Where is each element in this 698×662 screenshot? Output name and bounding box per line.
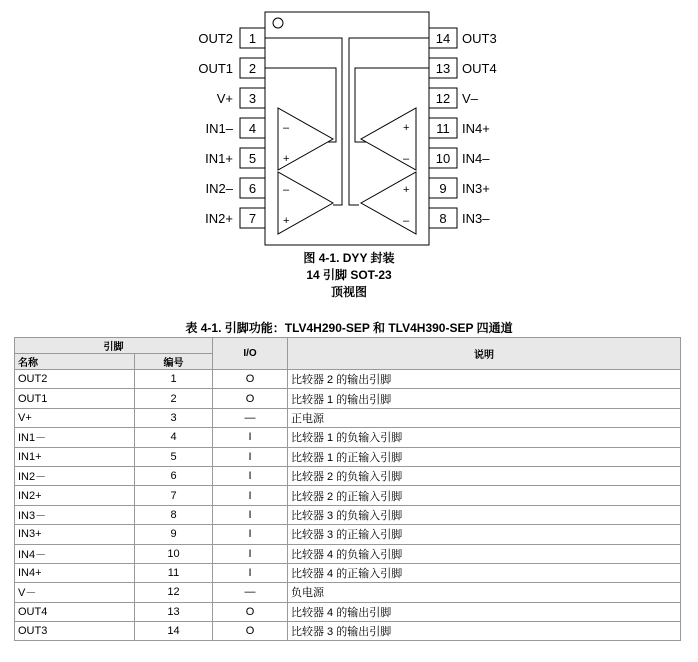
table-row [15, 466, 681, 485]
pin-io-cell: — [213, 583, 288, 602]
figure-caption-line2: 14 引脚 SOT-23 [306, 268, 392, 282]
figure-caption-line1: 图 4-1. DYY 封装 [303, 251, 395, 265]
pin-number-cell: 3 [135, 408, 213, 427]
pin-io-cell: I [213, 544, 288, 563]
table-row [15, 428, 681, 447]
comp3-minus-sign: – [403, 215, 410, 227]
pin-number-5: 5 [248, 151, 257, 166]
pin-number-7: 7 [248, 211, 257, 226]
pin-number-12: 12 [435, 91, 451, 106]
pin-name-cell: V+ [15, 408, 135, 427]
table-body [15, 370, 681, 641]
table-header-row [15, 338, 681, 354]
pin-io-cell: O [213, 389, 288, 408]
pin-label-1: OUT2 [198, 31, 233, 46]
pin-description-cell: 比较器 2 的正输入引脚 [288, 486, 681, 505]
pin-name-cell: IN1－ [15, 428, 135, 447]
comp4-minus-sign: – [403, 153, 410, 165]
table-title: 表 4-1. 引脚功能：TLV4H290-SEP 和 TLV4H390-SEP 四通道 [185, 321, 513, 335]
pin-label-7: IN2+ [205, 211, 233, 226]
pin-name-cell: IN2－ [15, 466, 135, 485]
pin-io-cell: O [213, 370, 288, 389]
pin-description-cell: 比较器 4 的负输入引脚 [288, 544, 681, 563]
pin-name-cell: V－ [15, 583, 135, 602]
table-row [15, 447, 681, 466]
pin-number-9: 9 [439, 181, 447, 196]
pin-description-cell: 比较器 1 的输出引脚 [288, 389, 681, 408]
comp2-plus-sign: + [283, 215, 290, 227]
table-row [15, 544, 681, 563]
pin-number-10: 10 [435, 151, 451, 166]
pin-label-13: OUT4 [462, 61, 497, 76]
header-name: 名称 [15, 354, 135, 370]
pin-number-13: 13 [435, 61, 451, 76]
table-row [15, 563, 681, 582]
pin-number-cell: 5 [135, 447, 213, 466]
pin-functions-table [14, 337, 681, 641]
comp1-minus-sign: – [283, 122, 290, 134]
pin-description-cell: 比较器 1 的负输入引脚 [288, 428, 681, 447]
pin-number-14: 14 [435, 31, 451, 46]
pin-description-cell: 比较器 3 的负输入引脚 [288, 505, 681, 524]
pin-number-8: 8 [439, 211, 447, 226]
pin-description-cell: 正电源 [288, 408, 681, 427]
pin-io-cell: O [213, 622, 288, 641]
comp4-plus-sign: + [403, 122, 410, 134]
pin-description-cell: 比较器 4 的正输入引脚 [288, 563, 681, 582]
pin-number-cell: 8 [135, 505, 213, 524]
pin-number-cell: 6 [135, 466, 213, 485]
table-row [15, 622, 681, 641]
pin-io-cell: I [213, 428, 288, 447]
pin-name-cell: IN3+ [15, 525, 135, 544]
table-row [15, 486, 681, 505]
pin-name-cell: OUT3 [15, 622, 135, 641]
pin-io-cell: I [213, 505, 288, 524]
pinout-diagram [0, 0, 698, 250]
pin-label-8: IN3– [462, 211, 490, 226]
pin-description-cell: 比较器 3 的输出引脚 [288, 622, 681, 641]
pin-label-4: IN1– [205, 121, 233, 136]
header-io: I/O [213, 338, 288, 370]
pin-description-cell: 比较器 4 的输出引脚 [288, 602, 681, 621]
pin-number-cell: 2 [135, 389, 213, 408]
comp3-plus-sign: + [403, 184, 410, 196]
table-row [15, 505, 681, 524]
pin-number-cell: 9 [135, 525, 213, 544]
pin-number-cell: 11 [135, 563, 213, 582]
pin-description-cell: 比较器 1 的正输入引脚 [288, 447, 681, 466]
pin-name-cell: OUT4 [15, 602, 135, 621]
pin-name-cell: OUT1 [15, 389, 135, 408]
pin-name-cell: IN4+ [15, 563, 135, 582]
comp1-plus-sign: + [283, 153, 290, 165]
pin-label-9: IN3+ [462, 181, 490, 196]
pin-label-11: IN4+ [462, 121, 490, 136]
pin-io-cell: I [213, 466, 288, 485]
pin-io-cell: I [213, 486, 288, 505]
pin-number-cell: 1 [135, 370, 213, 389]
pin-description-cell: 比较器 2 的负输入引脚 [288, 466, 681, 485]
table-row [15, 583, 681, 602]
pin-io-cell: I [213, 563, 288, 582]
pin-description-cell: 负电源 [288, 583, 681, 602]
pin-number-cell: 13 [135, 602, 213, 621]
pin-io-cell: O [213, 602, 288, 621]
pin-io-cell: — [213, 408, 288, 427]
table-row [15, 389, 681, 408]
pin-name-cell: IN1+ [15, 447, 135, 466]
pin-number-4: 4 [248, 121, 257, 136]
pin-io-cell: I [213, 447, 288, 466]
pin-number-6: 6 [248, 181, 257, 196]
header-number: 编号 [135, 354, 213, 370]
pin-label-6: IN2– [205, 181, 233, 196]
pin-number-cell: 12 [135, 583, 213, 602]
pin-label-14: OUT3 [462, 31, 497, 46]
header-description: 说明 [288, 338, 681, 370]
figure-caption-line3: 顶视图 [330, 285, 367, 299]
comp2-minus-sign: – [283, 184, 290, 196]
pin-io-cell: I [213, 525, 288, 544]
pin-name-cell: IN2+ [15, 486, 135, 505]
pin-number-cell: 14 [135, 622, 213, 641]
pin-number-11: 11 [436, 121, 450, 136]
table-row [15, 602, 681, 621]
pin-name-cell: OUT2 [15, 370, 135, 389]
pin-name-cell: IN3－ [15, 505, 135, 524]
pin-number-cell: 4 [135, 428, 213, 447]
table-row [15, 525, 681, 544]
pin-label-12: V– [462, 91, 478, 106]
pin-name-cell: IN4－ [15, 544, 135, 563]
pin-number-3: 3 [248, 91, 257, 106]
pin-number-cell: 10 [135, 544, 213, 563]
pin-number-2: 2 [248, 61, 257, 76]
pin-label-5: IN1+ [205, 151, 233, 166]
pin-label-3: V+ [216, 91, 233, 106]
pin-number-cell: 7 [135, 486, 213, 505]
header-pin: 引脚 [15, 338, 213, 354]
pin-number-1: 1 [248, 31, 257, 46]
pin-description-cell: 比较器 2 的输出引脚 [288, 370, 681, 389]
table-row [15, 370, 681, 389]
pin-label-10: IN4– [462, 151, 490, 166]
pin-description-cell: 比较器 3 的正输入引脚 [288, 525, 681, 544]
table-row [15, 408, 681, 427]
pin-label-2: OUT1 [198, 61, 233, 76]
